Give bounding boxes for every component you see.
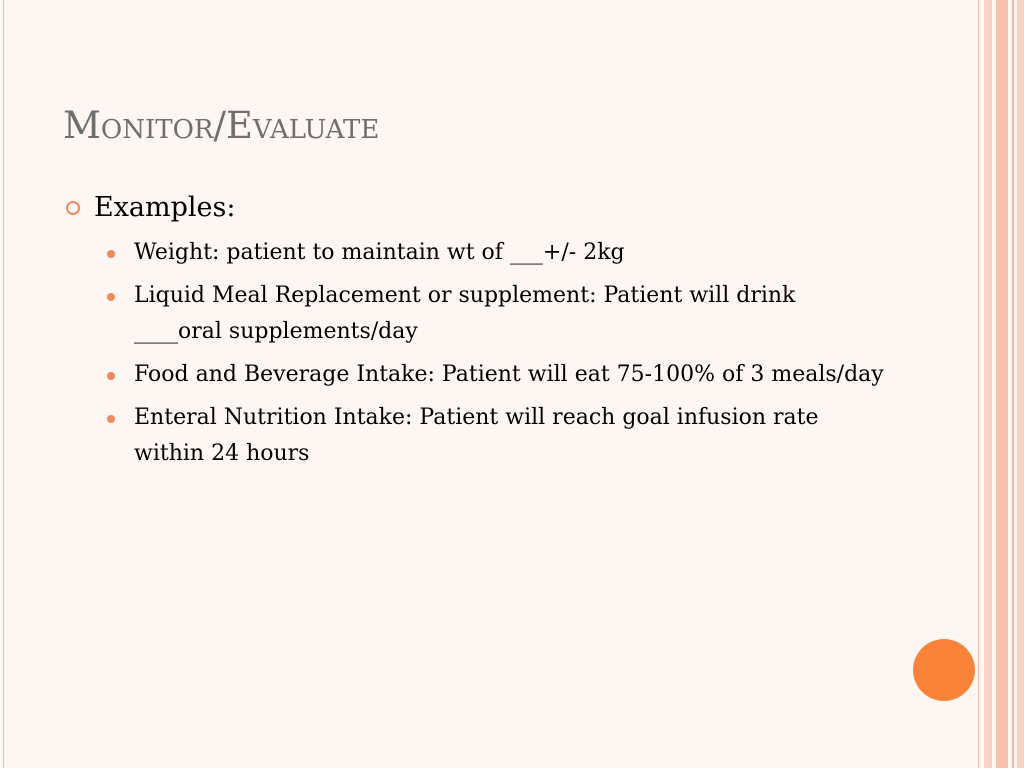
dot-bullet-icon [107,250,115,258]
dot-bullet-icon [107,293,115,301]
bullet-examples [66,190,886,226]
bullet-examples-label: Examples: [94,192,236,223]
sub-bullet-liquid-meal [105,278,886,350]
left-border-line [3,0,4,768]
stripe-wide-1 [984,0,992,768]
ring-bullet-icon [66,201,80,215]
slide-title: Monitor/Evaluate [63,104,380,147]
sub-bullet-text: Liquid Meal Replacement or supplement: Patient will drink ____oral supplements/day [134,283,796,344]
sub-bullet-weight [105,235,886,271]
sub-bullet-list [66,235,886,472]
sub-bullet-food-beverage [105,357,886,393]
sub-bullet-text: Enteral Nutrition Intake: Patient will reach goal infusion rate within 24 hours [134,405,819,466]
stripe-wide-2 [996,0,1008,768]
stripe-wide-3 [1017,0,1024,768]
dot-bullet-icon [107,372,115,380]
dot-bullet-icon [107,415,115,423]
sub-bullet-text: Food and Beverage Intake: Patient will eat 75-100% of 3 meals/day [134,362,884,387]
decorative-orange-circle [913,639,975,701]
stripe-thin-2 [1012,0,1014,768]
right-border-stripes [978,0,1024,768]
sub-bullet-text: Weight: patient to maintain wt of ___+/- 2kg [134,240,625,265]
sub-bullet-enteral [105,400,886,472]
slide-content [66,190,886,479]
stripe-thin-1 [978,0,979,768]
